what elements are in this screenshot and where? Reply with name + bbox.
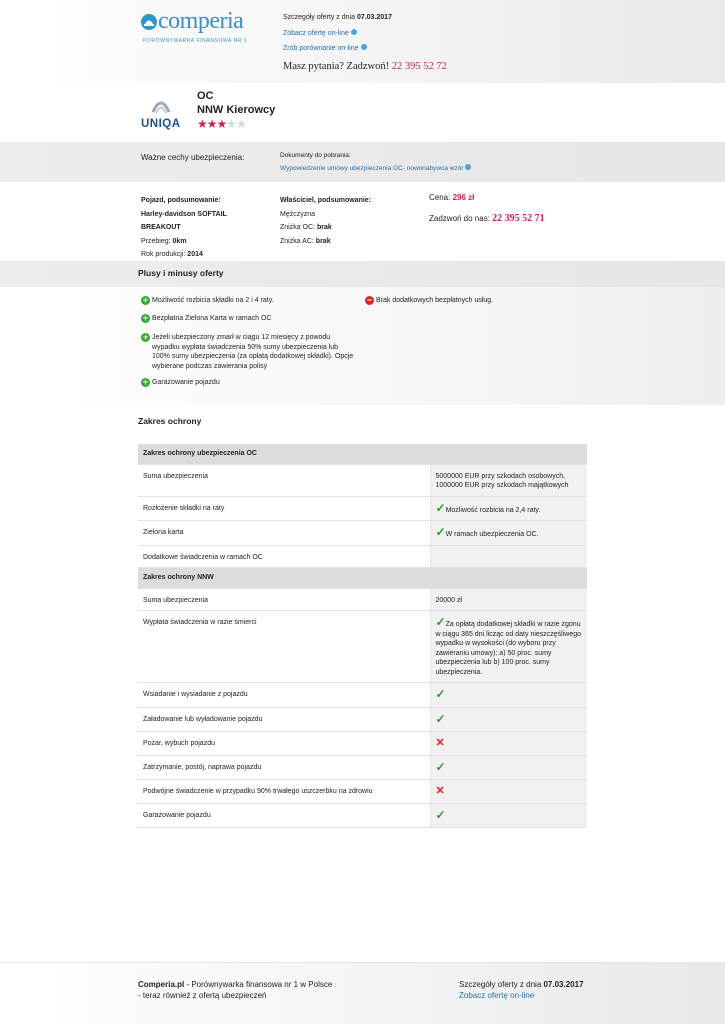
footer-tagline1: - Porównywarka finansowa nr 1 w Polsce [184, 980, 333, 989]
ac-discount-value: brak [315, 237, 331, 245]
rating-stars [197, 117, 246, 131]
pro-text: Bezpłatna Zielona Karta w ramach OC [152, 315, 272, 322]
year-label: Rok produkcji: [141, 251, 188, 258]
footer-right [459, 979, 584, 1001]
uniqa-emblem-icon [150, 96, 172, 116]
see-offer-online-link[interactable] [283, 30, 357, 37]
footer-see-offer-link[interactable]: Zobacz ofertę on-line [459, 991, 535, 1000]
row-label: Suma ubezpieczenia [138, 464, 430, 496]
row-value [430, 521, 587, 546]
pros-title-bar [0, 261, 725, 287]
table-row [138, 755, 587, 780]
plus-icon: + [142, 332, 149, 342]
footer-tagline2: - teraz również z ofertą ubezpieczeń [138, 991, 267, 1000]
table-row [138, 464, 587, 496]
row-label: Garażowanie pojazdu [138, 803, 430, 828]
oc-discount-value: brak [316, 224, 332, 231]
offer-date-line [283, 14, 392, 21]
compare-online-link[interactable] [283, 45, 367, 52]
oc-discount-label: Zniżka OC: [280, 224, 317, 231]
plus-icon: + [142, 295, 149, 305]
star-filled-icon: ★ [206, 117, 217, 131]
call-label: Zadzwoń do nas: [429, 214, 493, 223]
check-icon: ✓ [435, 759, 446, 774]
comperia-logo-icon [141, 14, 157, 30]
row-value [430, 611, 587, 683]
pros-cons-body [0, 287, 725, 405]
check-icon: ✓ [435, 807, 446, 822]
vehicle-summary [141, 194, 227, 262]
year-value: 2014 [187, 251, 203, 258]
questions-text: Masz pytania? Zadzwoń! [283, 61, 392, 72]
row-value-text: 20000 zł [435, 596, 462, 604]
row-label: Wsiadanie i wysiadanie z pojazdu [138, 683, 430, 708]
pro-item [141, 333, 361, 373]
con-text: Brak dodatkowych bezpłatnych usług. [376, 297, 494, 304]
owner-gender: Mężczyzna [280, 210, 316, 218]
table-header-row [138, 568, 587, 589]
check-icon: ✓ [435, 525, 446, 539]
table-row [138, 732, 587, 756]
footer-line1 [138, 979, 332, 990]
oc-header: Zakres ochrony ubezpieczenia OC [138, 444, 587, 464]
row-label: Wypłata świadczenia w razie śmierci [138, 611, 430, 683]
row-label: Suma ubezpieczenia [138, 588, 430, 611]
star-filled-icon: ★ [216, 117, 227, 131]
doc-link[interactable] [280, 165, 471, 172]
row-label: Zatrzymanie, postój, naprawa pojazdu [138, 755, 430, 780]
table-row [138, 545, 587, 568]
header-phone[interactable]: 22 395 52 72 [391, 61, 447, 72]
row-value-text: 5000000 EUR przy szkodach osobowych, 1000000 EUR przy szkodach majątkowych [435, 472, 569, 489]
call-phone[interactable]: 22 395 52 71 [492, 213, 545, 224]
nnw-rows [138, 588, 587, 828]
table-row [138, 707, 587, 732]
ac-discount-label: Zniżka AC: [280, 237, 316, 245]
row-value [430, 588, 587, 611]
features-label: Ważne cechy ubezpieczenia: [141, 153, 245, 162]
oc-discount-row [280, 221, 371, 235]
see-offer-online-label: Zobacz ofertę on-line [283, 30, 349, 37]
vehicle-make: Harley-davidson SOFTAIL [141, 210, 227, 218]
uniqa-logo [140, 96, 186, 132]
pro-text: Garażowanie pojazdu [152, 379, 220, 386]
table-row [138, 683, 587, 708]
product-line1: OC [197, 90, 214, 102]
product-line2: NNW Kierowcy [197, 104, 276, 116]
check-icon: ✓ [435, 687, 446, 701]
mileage-value: 0km [172, 237, 187, 245]
star-row [197, 117, 246, 131]
footer-date-line [459, 979, 584, 990]
star-empty-icon: ★ [236, 117, 246, 131]
pro-text: Możliwość rozbicia składki na 2 i 4 raty. [152, 297, 274, 304]
docs-label: Dokumenty do pobrania: [280, 152, 351, 159]
star-filled-icon: ★ [197, 117, 207, 131]
row-value [430, 464, 587, 496]
table-row [138, 588, 587, 611]
row-label: Rozłożenie składki na raty [138, 496, 430, 521]
row-label: Dodatkowe świadczenia w ramach OC [138, 545, 430, 568]
info-icon [465, 164, 471, 170]
comperia-logo[interactable] [141, 9, 256, 45]
price-value: 296 zł [452, 193, 475, 202]
row-value [430, 707, 587, 732]
coverage-table [138, 444, 587, 828]
owner-title: Właściciel, podsumowanie: [280, 197, 372, 204]
info-icon [361, 44, 367, 50]
plus-icon: + [142, 377, 149, 387]
vehicle-mileage-row [141, 235, 227, 249]
questions-line [283, 61, 447, 72]
vehicle-year-row [141, 248, 227, 262]
features-bar [0, 142, 725, 182]
footer-brand: Comperia.pl [138, 980, 185, 989]
row-value [430, 683, 587, 708]
row-value [430, 496, 587, 521]
footer-date-prefix: Szczegóły oferty z dnia [459, 980, 544, 989]
logo-tagline: PORÓWNYWARKA FINANSOWA NR 1 [143, 38, 248, 44]
cross-icon: ✕ [435, 785, 445, 797]
footer-left [138, 979, 332, 1001]
offer-date: 07.03.2017 [356, 14, 392, 21]
price-label: Cena: [429, 193, 453, 202]
row-value-text: W ramach ubezpieczenia OC. [445, 531, 539, 538]
row-label: Zielona karta [138, 521, 430, 546]
plus-icon: + [142, 313, 149, 323]
mileage-label: Przebieg: [141, 237, 173, 245]
row-label: Pożar, wybuch pojazdu [138, 732, 430, 756]
vehicle-title: Pojazd, podsumowanie: [141, 197, 221, 204]
table-row [138, 496, 587, 521]
table-row [138, 780, 587, 804]
table-header-row [138, 444, 587, 464]
row-value [430, 545, 587, 568]
row-value-text: Za opłatą dodatkowej składki w razie zgonu w ciągu 365 dni licząc od daty nieszczęśliwego wypadku w wysokości (do wyboru przy zawieraniu umowy): a) 50 proc. sumy ubezpieczenia lub b) 100 proc. sumy ubezpieczenia. [435, 621, 582, 676]
check-icon: ✓ [435, 615, 446, 629]
row-label: Załadowanie lub wyładowanie pojazdu [138, 707, 430, 732]
table-row [138, 611, 587, 683]
star-empty-icon: ★ [226, 117, 237, 131]
ac-discount-row [280, 235, 371, 249]
minus-icon: − [366, 295, 373, 305]
oc-rows [138, 464, 587, 568]
coverage-title: Zakres ochrony [138, 416, 202, 426]
logo-text: comperia [158, 8, 244, 34]
table-row [138, 803, 587, 828]
owner-summary [280, 194, 371, 248]
row-value [430, 780, 587, 804]
row-value [430, 732, 587, 756]
vehicle-model: BREAKOUT [141, 224, 181, 231]
pros-cons-title: Plusy i minusy oferty [138, 268, 224, 278]
doc-link-label: Wypowiedzenie umowy ubezpieczenia OC- nowonabywca wzór [280, 165, 464, 172]
check-icon: ✓ [435, 500, 446, 515]
table-row [138, 521, 587, 546]
cross-icon: ✕ [435, 737, 445, 749]
call-row [429, 213, 545, 224]
row-value-text: Możliwość rozbicia na 2,4 raty. [445, 506, 541, 514]
uniqa-wordmark: UNIQA [141, 118, 181, 130]
offer-date-prefix: Szczegóły oferty z dnia [283, 14, 357, 21]
row-value [430, 803, 587, 828]
nnw-header: Zakres ochrony NNW [138, 568, 587, 589]
check-icon: ✓ [435, 711, 446, 726]
row-label: Podwójne świadczenie w przypadku 90% trwałego uszczerbku na zdrowiu [138, 780, 430, 804]
row-value [430, 755, 587, 780]
info-icon [351, 29, 357, 35]
pro-text: Jeżeli ubezpieczony zmarł w ciągu 12 miesięcy z powodu wypadku wypłata świadczenia 50% sumy ubezpieczenia lub 100% sumy ubezpieczenia (za opłatą dodatkowej składki). Opcje wybierane podczas zawierania polisy [152, 334, 354, 370]
price-row [429, 193, 474, 202]
compare-online-label: Zrób porównanie on-line [283, 45, 359, 52]
footer-date: 07.03.2017 [543, 980, 584, 989]
footer-band [0, 962, 725, 1024]
